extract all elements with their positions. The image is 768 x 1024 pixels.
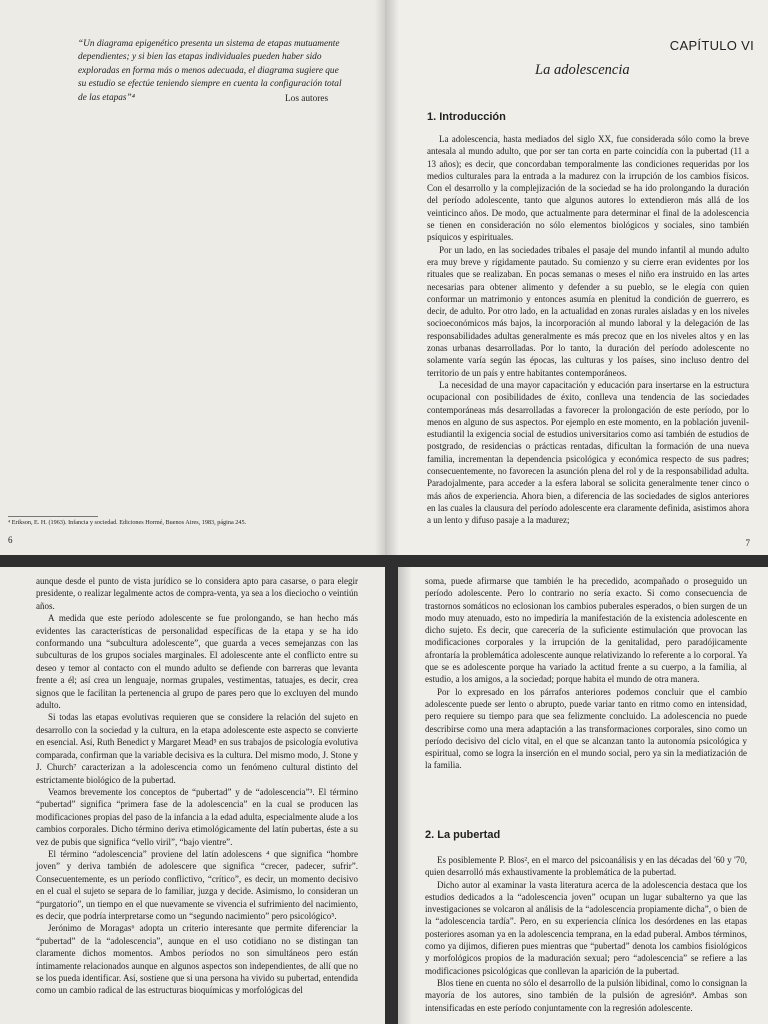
body-text [425, 575, 747, 772]
paragraph: El término “adolescencia” proviene del latín adolescens ⁴ que significa “hombre joven” y deriva también de adolescere que significa “crecer, padecer, sufrir”. Consecuentemente, es un período conflictivo, “crítico”, es decir, un momento decisivo en el cual el sujeto se separa de lo familiar, juzga y decide. Asimismo, lo consideran un “purgatorio”, un tiempo en el que nuevamente se vivencia el sufrimiento del nacimiento, es decir, que podría interpretarse como un “segundo nacimiento” pero psicológico⁵. [36, 848, 358, 921]
paragraph: soma, puede afirmarse que también le ha precedido, acompañado o proseguido un período adolescente. Pero lo contrario no sería exacto. Si como consecuencia de trastornos somáticos no eclosionan los cambios puberales esperados, o bien surgen de un modo muy atenuado, esto no impediría la manifestación de la existencia adolescente en dicho sujeto. Es decir, que carecería de la suficiente estimulación que provocan las modificaciones corporales y la irrupción de la genitalidad, pero paradójicamente afrontaría la problemática adolescente aunque relativizando lo referente a lo corporal. Ya que se es adolescente porque ha variado la actitud frente a su cuerpo, a la familia, al estudio, a los amigos, a la sociedad; porque habita el mundo de otra manera. [425, 576, 747, 685]
body-text-2 [425, 854, 747, 1014]
body-text [427, 133, 749, 527]
paragraph: La necesidad de una mayor capacitación y educación para insertarse en la estructura ocupacional con posibilidades de éxito, conlleva una tendencia de las sociedades contemporáneas más desarrolladas a favorecer la prolongación de este período, por lo menos en alguno de sus aspectos. Por ejemplo en este momento, en la población juvenil-estudiantil la exigencia social de estudios universitarios como así también de estudios de postgrado, de residencias o prácticas rentadas, dificultan la formación de una nueva familia, incrementan la dependencia psicológica y económica respecto de sus padres; consecuentemente, no favorecen la asunción plena del rol y de la responsabilidad adulta. Paradojalmente, para acceder a la esfera laboral se solicita generalmente tener cinco o más años de experiencia. Ahora bien, a diferencia de las sociedades de siglos anteriores en las cuales la clausura del período adolescente era claramente definida, asistimos ahora a un lento y difuso pasaje a la madurez; [427, 379, 749, 526]
page-8 [0, 567, 385, 1024]
paragraph: Jerónimo de Moragas⁶ adopta un criterio interesante que permite diferenciar la “pubertad” de la “adolescencia”, aunque en el uso cotidiano no se distingan tan claramente dichos momentos. Ambos períodos no son simultáneos pero están íntimamente relacionados aunque en algunos aspectos son independientes, de allí que no se los pueda identificar. Así, sostiene que si una persona ha vivido su pubertad, entendida como un cambio radical de las estructuras bioquímicas y morfológicas del [36, 923, 358, 996]
chapter-label: CAPÍTULO VI [669, 38, 754, 53]
paragraph: aunque desde el punto de vista jurídico se lo considera apto para casarse, o para elegir presidente, o realizar legalmente actos de compra-venta, ya sea a los dieciocho o veintiún años. [36, 576, 358, 611]
epigraph-attribution: Los autores [285, 94, 329, 104]
paragraph: Por lo expresado en los párrafos anteriores podemos concluir que el cambio adolescente puede ser lento o abrupto, puede variar tanto en ritmo como en intensidad, pero requiere su tiempo para que sea felizmente concluido. La adolescencia no puede describirse como una mera adaptación a las transformaciones corporales, sino como un período decisivo del ciclo vital, en el que se alcanzan tanto la autonomía psicológica y espiritual, como se logra la inserción en el mundo social, pero ya sin la mediatización de la familia. [425, 686, 747, 771]
paragraph: Dicho autor al examinar la vasta literatura acerca de la adolescencia destaca que los estudios dedicados a la “adolescencia joven” ocupan un lugar subalterno ya que las investigaciones se volcaron al análisis de la “adolescencia propiamente dicha”, o bien de la “adolescencia tardía”. Pero, en su experiencia clínica los desórdenes en las etapas posteriores asoman ya en la adolescencia temprana, en la edad puberal. Ambos términos, como ya dijimos, difieren pues mientras que “pubertad” denota los cambios fisiológicos y morfológicos propios de la maduración sexual; pero “adolescencia” se refiere a las modificaciones psicológicas que conllevan la aparición de la pubertad. [425, 879, 747, 976]
paragraph: Veamos brevemente los conceptos de “pubertad” y de “adolescencia”³. El término “pubertad” significa “primera fase de la adolescencia” en la cual se producen las modificaciones propias del paso de la infancia a la edad adulta, especialmente alude a los cambios corporales. Dicho término deriva etimológicamente del latín pubertas, éste a su vez de pubis que significa “vello viril”, “bajo vientre”. [36, 786, 358, 847]
paragraph: A medida que este período adolescente se fue prolongando, se han hecho más evidentes las características de personalidad específicas de la etapa y se ha ido conformando una “subcultura adolescente”, que guarda a veces semejanzas con las subculturas de los grupos sociales marginales. El adolescente ante el conflicto entre su deseo y temor al contacto con el mundo adulto se defiende con barreras que levanta frente a él; así crea un lenguaje, normas grupales, vestimentas, tatuajes, es decir, crea signos que le facilitan la pertenencia al grupo de pares pero que lo excluyen del mundo adulto. [36, 613, 358, 711]
paragraph: Si todas las etapas evolutivas requieren que se considere la relación del sujeto en desarrollo con la sociedad y la cultura, en la etapa adolescente este aspecto se convierte en esencial. Así, Ruth Benedict y Margaret Mead⁵ en sus trabajos de psicología evolutiva comparada, confirman que la variable decisiva es la cultura. Del mismo modo, J. Stone y J. Church⁷ caracterizan a la adolescencia como un fenómeno cultural distinto del estrictamente biológico de la pubertad. [36, 712, 358, 785]
paragraph: La adolescencia, hasta mediados del siglo XX, fue considerada sólo como la breve antesala al mundo adulto, que por ser tan corta en parte coincidía con la pubertad (11 a 13 años); es decir, que concordaban temporalmente las condiciones requeridas por los medios culturales para la entrada a la madurez con la irrupción de los cambios físicos. Con el desarrollo y la complejización de la sociedad se ha ido prolongando la duración del período adolescente, tanto que algunos autores lo extendieron más allá de los veinticinco años. De modo, que actualmente para determinar el final de la adolescencia se tienen en consideración no sólo elementos biológicos y sociales, sino también psíquicos y espirituales. [427, 134, 749, 243]
page-7 [385, 0, 768, 555]
page-6 [0, 0, 385, 555]
footnote-divider [8, 516, 98, 517]
section-heading: 1. Introducción [427, 111, 506, 123]
paragraph: Blos tiene en cuenta no sólo el desarrollo de la pulsión libidinal, como lo consignan la mayoría de los autores, sino también de la pulsión de agresión⁸. Ambas son intensificadas en este período conjuntamente con la regresión adolescente. [425, 977, 747, 1013]
footnote: ⁴ Erikson, E. H. (1963). Infancia y sociedad. Ediciones Hormé, Buenos Aires, 1983, página 245. [8, 519, 247, 526]
paragraph: Por un lado, en las sociedades tribales el pasaje del mundo infantil al mundo adulto era muy breve y rígidamente pautado. Su comienzo y su cierre eran evidentes por los rituales que se realizaban. En pocas semanas o meses el niño era instruido en las artes necesarias para obtener alimento y defender a su pueblo, se le elegía con quien conformar un matrimonio y entonces asumía en plenitud la condición de guerrero, es decir, de adulto. Por otro lado, en la actualidad en zonas rurales aisladas y en los niveles socioeconómicos más bajos, la incorporación al mundo laboral y la delegación de las responsabilidades adultas generalmente es más precoz que en los niveles altos y en las zonas urbanas desarrolladas. Por lo tanto, la duración del período adolescente no solamente varía según las épocas, las culturas y los países, sino incluso dentro del territorio de un país y entre habitantes contemporáneos. [427, 244, 749, 378]
page-9 [398, 567, 768, 1024]
paragraph: Es posiblemente P. Blos², en el marco del psicoanálisis y en las décadas del '60 y '70, quien desarrolló más exhaustivamente la problemática de la pubertad. [425, 855, 747, 878]
chapter-title: La adolescencia [535, 62, 630, 78]
page-number: 7 [745, 538, 750, 548]
body-text [36, 575, 358, 997]
section-heading: 2. La pubertad [425, 829, 501, 841]
epigraph-quote: “Un diagrama epigenético presenta un sistema de etapas mutuamente dependientes; y si bien las etapas individuales pueden haber sido exploradas en forma más o menos adecuada, el diagrama sugiere que su estudio se efectúe teniendo siempre en cuenta la configuración total de las etapas”⁴ [78, 39, 342, 103]
page-number: 6 [8, 535, 13, 545]
